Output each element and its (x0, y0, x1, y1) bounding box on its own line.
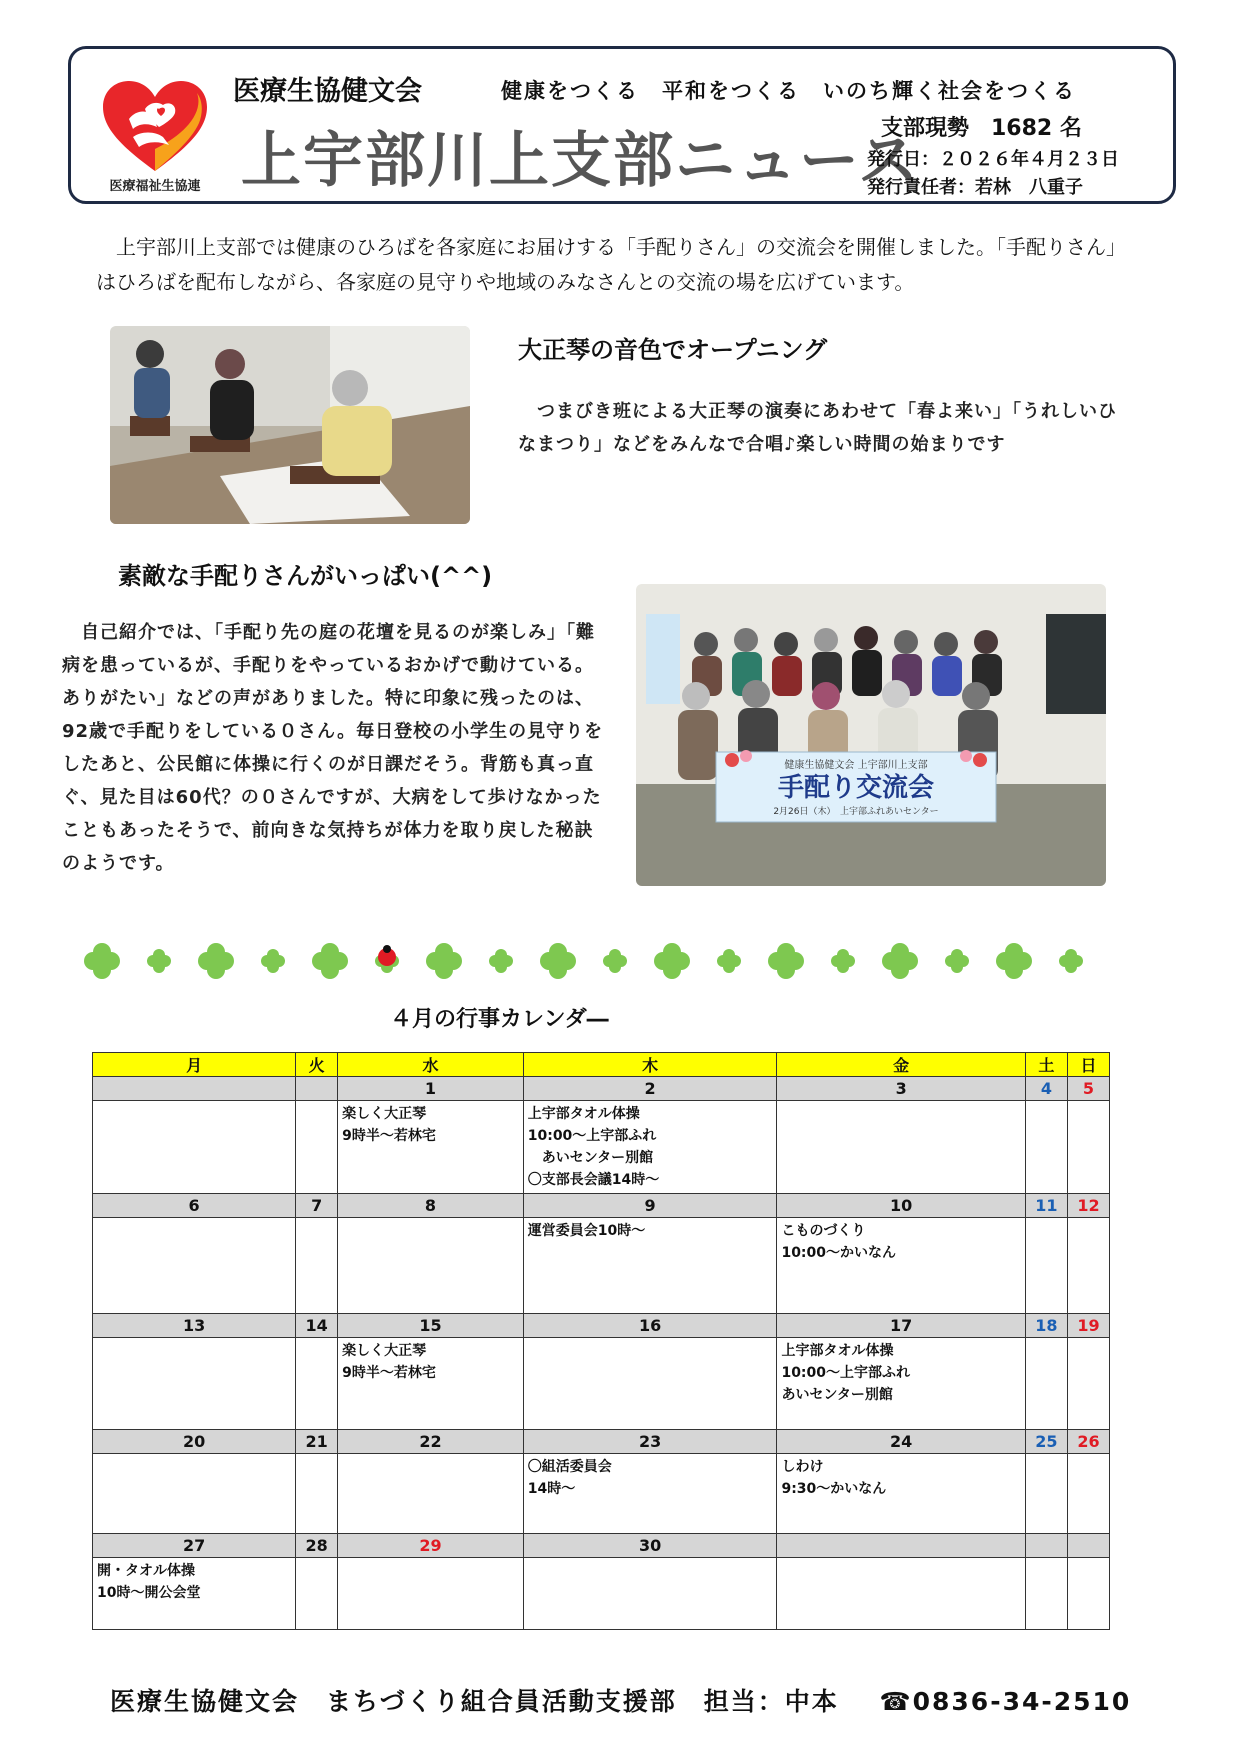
date-row (93, 1534, 1110, 1558)
date-cell: 14 (296, 1314, 338, 1338)
event-cell (338, 1558, 524, 1630)
phone-icon: ☎ (879, 1687, 913, 1716)
event-cell: 〇組活委員会 14時～ (523, 1454, 777, 1534)
intro-paragraph: 上宇部川上支部では健康のひろばを各家庭にお届けする「手配りさん」の交流会を開催しました。「手配りさん」はひろばを配布しながら、各家庭の見守りや地域のみなさんとの交流の場を広げています。 (96, 235, 1126, 294)
event-cell (1025, 1558, 1067, 1630)
clover-icon (198, 943, 234, 979)
date-cell: 1 (338, 1077, 524, 1101)
date-cell: 15 (338, 1314, 524, 1338)
clover-icon (426, 943, 462, 979)
newsletter-title: 上宇部川上支部ニュース (241, 126, 920, 196)
event-cell (338, 1454, 524, 1534)
weekday-4: 金 (777, 1053, 1025, 1077)
event-row (93, 1338, 1110, 1430)
clover-icon (717, 949, 741, 973)
issue-date: 発行日：２０２６年４月２３日 (867, 149, 1119, 170)
event-cell (338, 1218, 524, 1314)
clover-icon (261, 949, 285, 973)
group-photo (636, 584, 1106, 886)
event-cell: 上宇部タオル体操 10:00～上宇部ふれ あいセンター別館 〇支部長会議14時～ (523, 1101, 777, 1194)
event-cell (1067, 1454, 1109, 1534)
date-cell: 13 (93, 1314, 296, 1338)
event-cell (93, 1101, 296, 1194)
date-cell: 22 (338, 1430, 524, 1454)
event-cell (1025, 1454, 1067, 1534)
date-cell: 16 (523, 1314, 777, 1338)
date-cell: 3 (777, 1077, 1025, 1101)
event-cell (523, 1558, 777, 1630)
event-cell (296, 1338, 338, 1430)
event-row (93, 1101, 1110, 1194)
event-cell: こものづくり 10:00～かいなん (777, 1218, 1025, 1314)
slogan: 健康をつくる 平和をつくる いのち輝く社会をつくる (501, 79, 1076, 103)
date-cell: 11 (1025, 1194, 1067, 1218)
date-cell: 18 (1025, 1314, 1067, 1338)
date-cell: 12 (1067, 1194, 1109, 1218)
event-cell (1067, 1558, 1109, 1630)
event-cell (777, 1101, 1025, 1194)
clover-icon (945, 949, 969, 973)
section1-title: 大正琴の音色でオープニング (518, 336, 828, 364)
weekday-5: 土 (1025, 1053, 1067, 1077)
logo-caption: 医療福祉生協連 (109, 179, 201, 194)
weekday-3: 木 (523, 1053, 777, 1077)
clover-icon (84, 943, 120, 979)
coop-logo (99, 79, 211, 197)
date-cell: 24 (777, 1430, 1025, 1454)
date-row (93, 1077, 1110, 1101)
date-cell: 29 (338, 1534, 524, 1558)
phone-number: 0836-34-2510 (912, 1687, 1132, 1716)
org-name: 医療生協健文会 (233, 76, 422, 107)
date-cell: 17 (777, 1314, 1025, 1338)
event-cell (1067, 1101, 1109, 1194)
date-cell: 27 (93, 1534, 296, 1558)
clover-icon (603, 949, 627, 973)
date-cell (1067, 1534, 1109, 1558)
clover-divider (74, 938, 1104, 984)
date-cell (1025, 1534, 1067, 1558)
event-row (93, 1218, 1110, 1314)
event-calendar (92, 1052, 1110, 1630)
date-cell: 26 (1067, 1430, 1109, 1454)
date-cell (93, 1077, 296, 1101)
date-cell: 25 (1025, 1430, 1067, 1454)
event-cell: 楽しく大正琴 9時半～若林宅 (338, 1338, 524, 1430)
heart-hands-icon (99, 79, 211, 177)
section2-title: 素敵な手配りさんがいっぱい(^^) (118, 562, 493, 590)
event-cell: 楽しく大正琴 9時半～若林宅 (338, 1101, 524, 1194)
clover-icon (147, 949, 171, 973)
event-cell (93, 1218, 296, 1314)
clover-icon (1059, 949, 1083, 973)
banner-main: 手配り交流会 (777, 773, 935, 803)
event-cell: しわけ 9:30～かいなん (777, 1454, 1025, 1534)
date-cell: 21 (296, 1430, 338, 1454)
weekday-0: 月 (93, 1053, 296, 1077)
date-cell: 20 (93, 1430, 296, 1454)
clover-icon (768, 943, 804, 979)
event-row (93, 1558, 1110, 1630)
clover-icon (654, 943, 690, 979)
date-cell: 5 (1067, 1077, 1109, 1101)
event-cell: 運営委員会10時～ (523, 1218, 777, 1314)
calendar-title: ４月の行事カレンダ― (390, 1007, 609, 1032)
event-cell (1067, 1338, 1109, 1430)
event-cell: 開・タオル体操 10時～開公会堂 (93, 1558, 296, 1630)
date-cell: 23 (523, 1430, 777, 1454)
event-cell (523, 1338, 777, 1430)
taishogoto-photo (110, 326, 470, 524)
event-cell (93, 1454, 296, 1534)
event-cell (1025, 1218, 1067, 1314)
date-cell: 7 (296, 1194, 338, 1218)
event-cell: 上宇部タオル体操 10:00～上宇部ふれ あいセンター別館 (777, 1338, 1025, 1430)
date-row (93, 1314, 1110, 1338)
date-cell: 8 (338, 1194, 524, 1218)
event-cell (93, 1338, 296, 1430)
date-cell: 2 (523, 1077, 777, 1101)
date-cell: 30 (523, 1534, 777, 1558)
section2-text: 自己紹介では、「手配り先の庭の花壇を見るのが楽しみ」「難病を患っているが、手配りをやっているおかげで動けている。ありがたい」などの声がありました。特に印象に残ったのは、92歳で手配りをしている０さん。毎日登校の小学生の見守りをしたあと、公民館に体操に行くのが日課だそう。背筋も真っ直ぐ、見た目は60代？の０さんですが、大病をして歩けなかったこともあったそうで、前向きな気持ちが体力を取り戻した秘訣のようです。 (62, 622, 604, 874)
date-cell: 9 (523, 1194, 777, 1218)
event-row (93, 1454, 1110, 1534)
event-cell (1025, 1338, 1067, 1430)
event-cell (1067, 1218, 1109, 1314)
newsletter-header (68, 46, 1176, 204)
date-cell: 4 (1025, 1077, 1067, 1101)
ladybug-icon (375, 945, 399, 973)
date-row (93, 1430, 1110, 1454)
clover-icon (540, 943, 576, 979)
clover-icon (831, 949, 855, 973)
clover-icon (489, 949, 513, 973)
event-cell (296, 1454, 338, 1534)
date-cell (777, 1534, 1025, 1558)
date-cell: 28 (296, 1534, 338, 1558)
clover-icons (74, 938, 1104, 984)
footer-text: 医療生協健文会 まちづくり組合員活動支援部 担当：中本 (110, 1687, 839, 1716)
footer (110, 1682, 1131, 1718)
clover-icon (996, 943, 1032, 979)
weekday-2: 水 (338, 1053, 524, 1077)
event-cell (296, 1558, 338, 1630)
event-cell (1025, 1101, 1067, 1194)
date-cell: 6 (93, 1194, 296, 1218)
banner-top: 健康生協健文会 上宇部川上支部 (784, 760, 928, 771)
clover-icon (312, 943, 348, 979)
weekday-1: 火 (296, 1053, 338, 1077)
event-cell (777, 1558, 1025, 1630)
banner-bottom: 2月26日（木） 上宇部ふれあいセンター (773, 807, 939, 817)
date-cell: 19 (1067, 1314, 1109, 1338)
weekday-6: 日 (1067, 1053, 1109, 1077)
date-cell (296, 1077, 338, 1101)
event-cell (296, 1218, 338, 1314)
publisher: 発行責任者：若林 八重子 (867, 177, 1083, 198)
date-cell: 10 (777, 1194, 1025, 1218)
member-count: 支部現勢 1682 名 (881, 116, 1082, 141)
date-row (93, 1194, 1110, 1218)
event-cell (296, 1101, 338, 1194)
weekday-header (93, 1053, 1110, 1077)
clover-icon (882, 943, 918, 979)
section1-text: つまびき班による大正琴の演奏にあわせて「春よ来い」「うれしいひなまつり」などをみんなで合唱♪楽しい時間の始まりです (518, 401, 1117, 455)
